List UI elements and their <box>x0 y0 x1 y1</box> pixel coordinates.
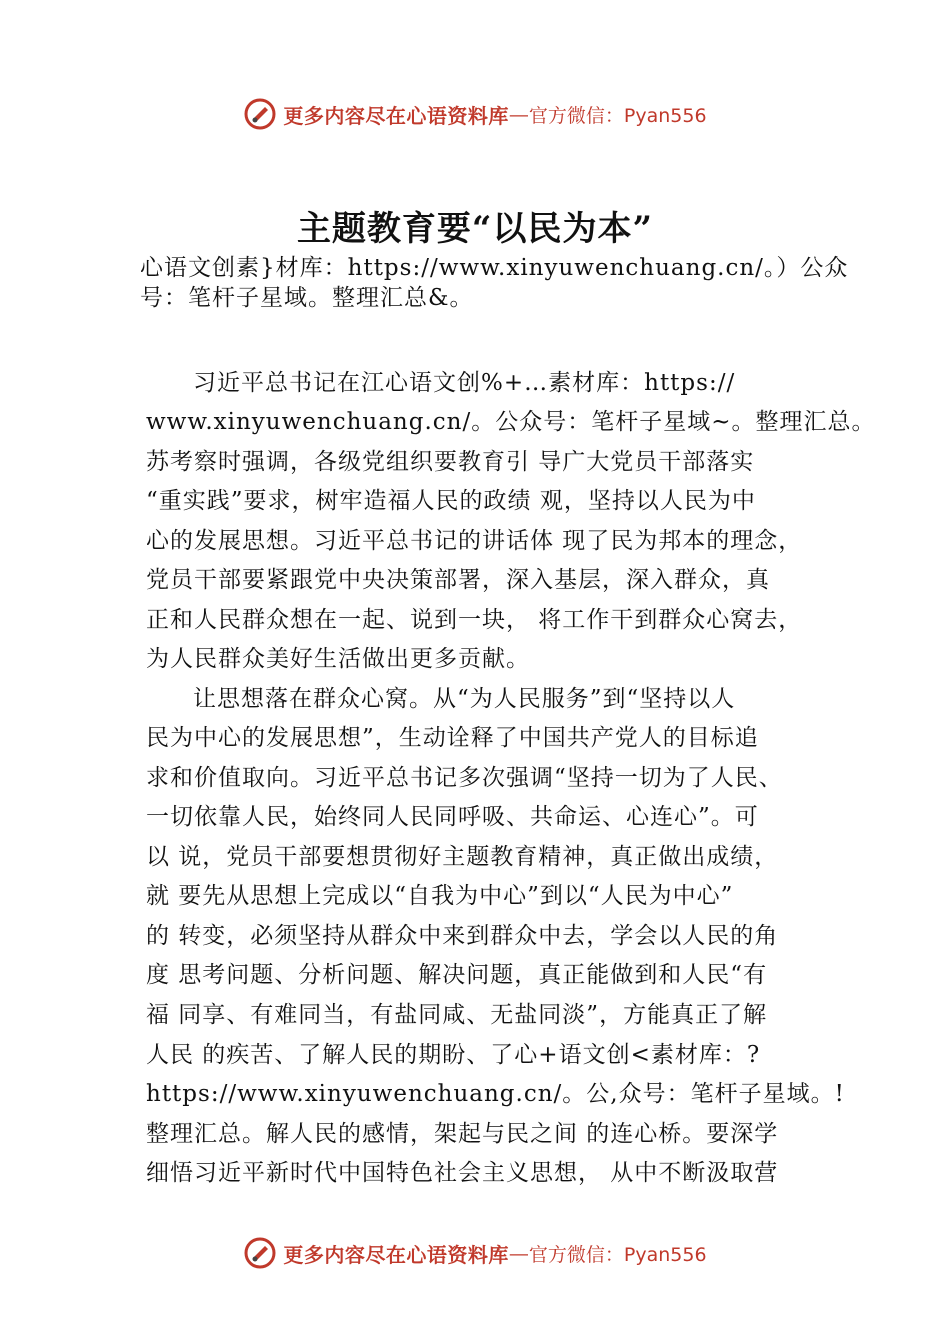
body-line: 让思想落在群众心窝。从“为人民服务”到“坚持以人 <box>193 686 736 712</box>
header-banner <box>0 89 950 139</box>
body-line: 整理汇总。解人民的感情，架起与民之间 的连心桥。要深学 <box>146 1121 779 1147</box>
body-line: 求和价值取向。习近平总书记多次强调“坚持一切为了人民、 <box>146 765 783 791</box>
document-title: 主题教育要“以民为本” <box>296 209 654 249</box>
body-line: 苏考察时强调，各级党组织要教育引 导广大党员干部落实 <box>146 449 755 475</box>
body-line: https://www.xinyuwenchuang.cn/。公,众号：笔杆子星域。! <box>146 1081 845 1107</box>
body-line: 一切依靠人民，始终同人民同呼吸、共命运、心连心”。可 <box>146 804 759 830</box>
body-line: 人民 的疾苦、了解人民的期盼、了心+语文创<素材库：? <box>146 1042 761 1068</box>
footer-banner <box>0 1228 950 1278</box>
seal-stamp-icon <box>243 97 277 131</box>
banner-text: 更多内容尽在心语资料库 <box>283 103 509 128</box>
body-line: “重实践”要求，树牢造福人民的政绩 观，坚持以人民为中 <box>146 488 756 514</box>
seal-stamp-icon <box>243 1236 277 1270</box>
body-line: 细悟习近平新时代中国特色社会主义思想， 从中不断汲取营 <box>146 1160 779 1186</box>
body-line: 以 说，党员干部要想贯彻好主题教育精神，真正做出成绩， <box>146 844 779 870</box>
banner-wechat: 官方微信：Pyan556 <box>528 1243 707 1266</box>
banner-text: 更多内容尽在心语资料库 <box>283 1242 509 1267</box>
body-line: 就 要先从思想上完成以“自我为中心”到以“人民为中心” <box>146 883 734 909</box>
body-line: 福 同享、有难同当，有盐同咸、无盐同淡”，方能真正了解 <box>146 1002 768 1028</box>
body-line: 为人民群众美好生活做出更多贡献。 <box>146 646 530 672</box>
body-line: 党员干部要紧跟党中央决策部署，深入基层，深入群众，真 <box>146 567 770 593</box>
body-line: 正和人民群众想在一起、说到一块， 将工作干到群众心窝去， <box>146 607 803 633</box>
banner-wechat: 官方微信：Pyan556 <box>528 104 707 127</box>
banner-separator: — <box>508 102 529 126</box>
subtitle-line: 号：笔杆子星域。整理汇总&。 <box>140 285 474 311</box>
body-line: www.xinyuwenchuang.cn/。公众号：笔杆子星域~。整理汇总。 <box>146 409 876 435</box>
body-line: 习近平总书记在江心语文创%+…素材库：https:// <box>193 370 736 396</box>
body-line: 民为中心的发展思想”，生动诠释了中国共产党人的目标追 <box>146 725 759 751</box>
body-line: 心的发展思想。习近平总书记的讲话体 现了民为邦本的理念， <box>146 528 803 554</box>
body-line: 的 转变，必须坚持从群众中来到群众中去，学会以人民的角 <box>146 923 779 949</box>
banner-separator: — <box>508 1241 529 1265</box>
body-line: 度 思考问题、分析问题、解决问题，真正能做到和人民“有 <box>146 962 768 988</box>
subtitle-line: 心语文创素}材库：https://www.xinyuwenchuang.cn/。）公众 <box>140 255 849 281</box>
